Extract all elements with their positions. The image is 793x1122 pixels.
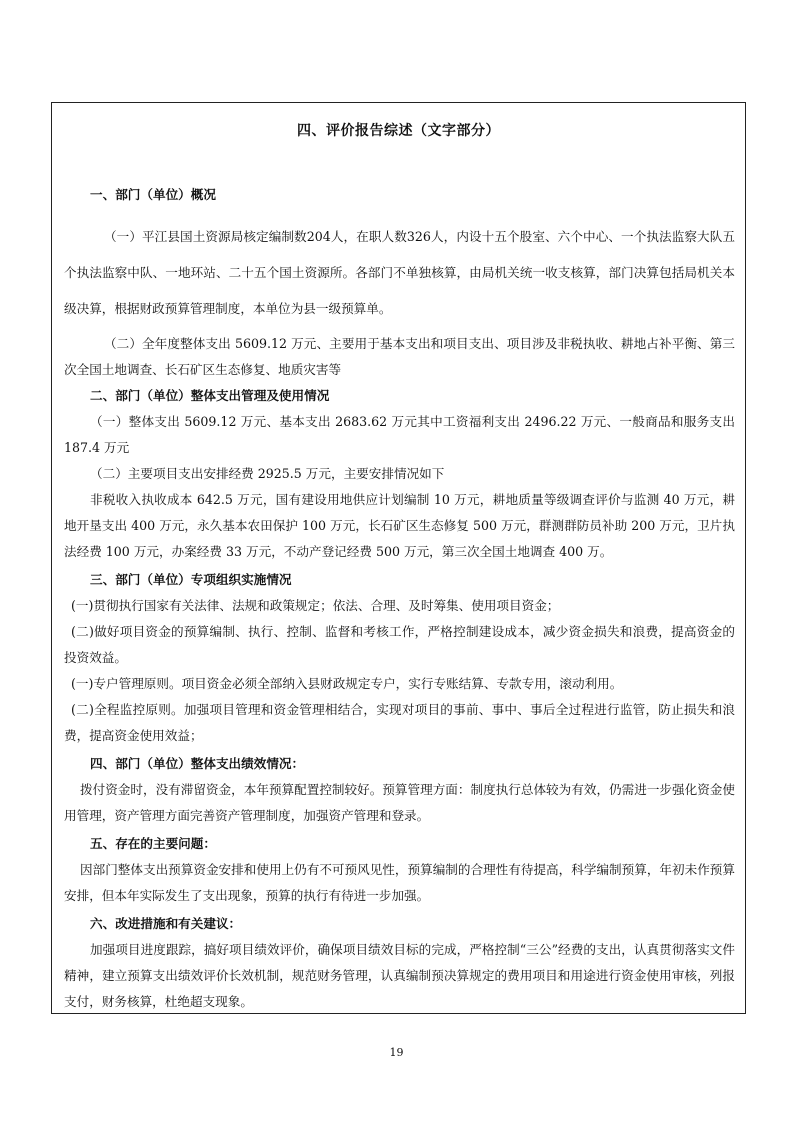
paragraph: (一)专户管理原则。项目资金必须全部纳入县财政规定专户，实行专账结算、专款专用，滚动利用。	[71, 676, 623, 691]
section-heading: 三、部门（单位）专项组织实施情况	[90, 572, 292, 587]
paragraph: 非税收入执收成本 642.5 万元，国有建设用地供应计划编制 10 万元，耕地质量等级调查评价与监测 40 万元，耕地开垦支出 400 万元，永久基本农田保护 100 万元，长石矿区生态修复 500 万元，群测群防员补助 200 万元，卫片执法经费 100 万元，办案经费 33 万元，不动产登记经费 500 万元，第三次全国土地调查 400 万。	[64, 492, 735, 559]
paragraph: 拨付资金时，没有滞留资金，本年预算配置控制较好。预算管理方面：制度执行总体较为有效，仍需进一步强化资金使用管理，资产管理方面完善资产管理制度，加强资产管理和登录。	[64, 782, 735, 823]
page-number: 19	[389, 1046, 404, 1059]
paragraph: （二）全年度整体支出 5609.12 万元、主要用于基本支出和项目支出、项目涉及非税执收、耕地占补平衡、第三次全国土地调查、长石矿区生态修复、地质灾害等	[64, 336, 735, 377]
paragraph: (一)贯彻执行国家有关法律、法规和政策规定；依法、合理、及时筹集、使用项目资金；	[71, 598, 560, 613]
paragraph: （二）主要项目支出安排经费 2925.5 万元，主要安排情况如下	[90, 466, 445, 481]
paragraph: 因部门整体支出预算资金安排和使用上仍有不可预风见性，预算编制的合理性有待提高，科学编制预算，年初未作预算安排，但本年实际发生了支出现象，预算的执行有待进一步加强。	[64, 862, 735, 903]
page-title: 四、评价报告综述（文字部分）	[297, 123, 500, 139]
paragraph: （一）整体支出 5609.12 万元、基本支出 2683.62 万元其中工资福利支出 2496.22 万元、一般商品和服务支出 187.4 万元	[64, 414, 735, 455]
report-frame	[51, 102, 746, 1014]
section-heading: 六、改进措施和有关建议：	[90, 916, 242, 931]
section-heading: 二、部门（单位）整体支出管理及使用情况	[90, 388, 330, 403]
section-heading: 五、存在的主要问题：	[90, 836, 216, 851]
paragraph: 加强项目进度跟踪，搞好项目绩效评价，确保项目绩效目标的完成，严格控制“三公”经费的支出，认真贯彻落实文件精神，建立预算支出绩效评价长效机制，规范财务管理，认真编制预决算规定的费用项目和用途进行资金使用审核，列报支付，财务核算，杜绝超支现象。	[64, 942, 735, 1009]
report-body	[64, 185, 735, 1015]
paragraph: (二)做好项目资金的预算编制、执行、控制、监督和考核工作，严格控制建设成本，减少资金损失和浪费，提高资金的投资效益。	[64, 624, 735, 665]
paragraph: (二)全程监控原则。加强项目管理和资金管理相结合，实现对项目的事前、事中、事后全过程进行监管，防止损失和浪费，提高资金使用效益；	[64, 702, 735, 743]
section-heading: 一、部门（单位）概况	[90, 187, 216, 202]
section-heading: 四、部门（单位）整体支出绩效情况：	[90, 756, 305, 771]
paragraph: （一）平江县国土资源局核定编制数204人，在职人数326人，内设十五个股室、六个中心、一个执法监察大队五个执法监察中队、一地环站、二十五个国土资源所。各部门不单独核算，由局机关统一收支核算，部门决算包括局机关本级决算，根据财政预算管理制度，本单位为县一级预算单。	[64, 229, 735, 316]
